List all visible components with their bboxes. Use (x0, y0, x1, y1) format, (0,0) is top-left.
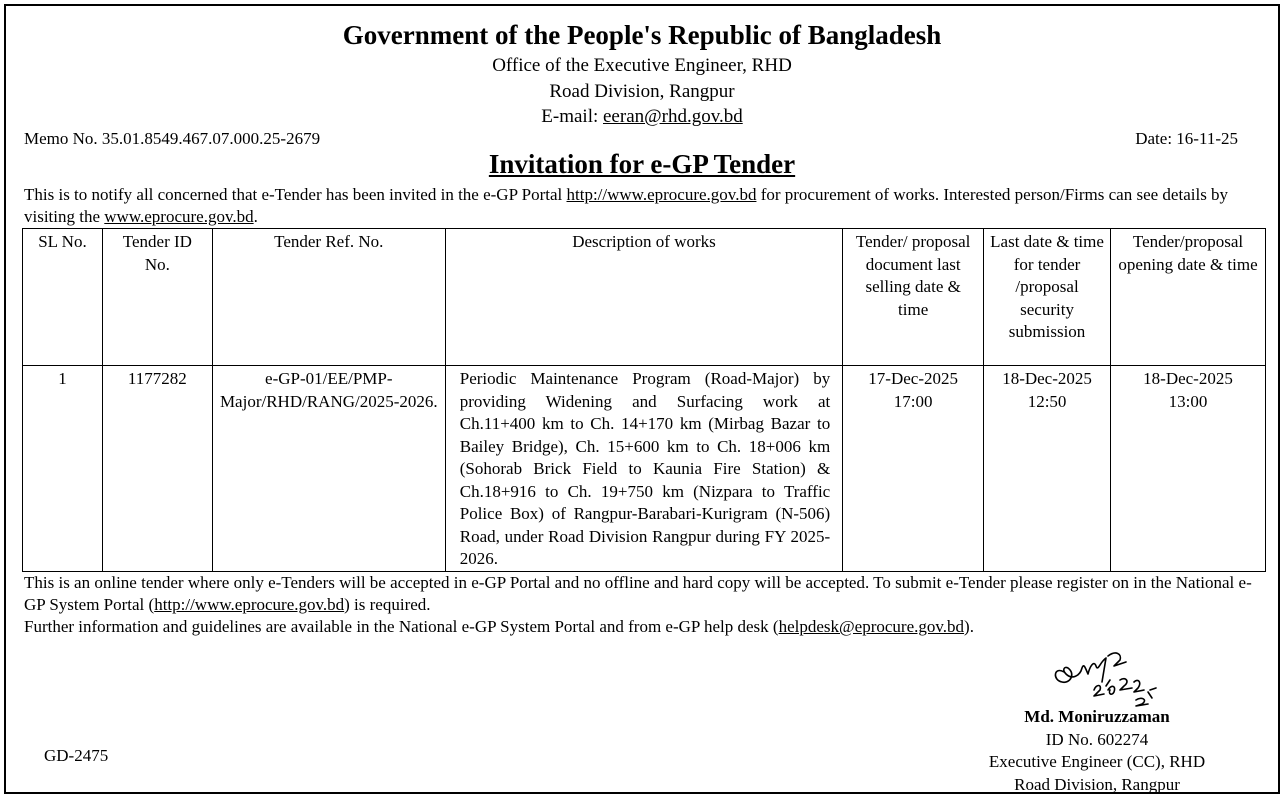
header-description: Description of works (445, 229, 842, 366)
email-label: E-mail: (541, 106, 603, 127)
cell-tender-id: 1177282 (102, 366, 212, 572)
gd-number: GD-2475 (44, 746, 109, 765)
opening-time: 13:00 (1168, 391, 1208, 411)
signatory-designation: Executive Engineer (CC), RHD (988, 752, 1206, 771)
email-link[interactable]: eeran@rhd.gov.bd (603, 106, 743, 127)
tender-notice-page (4, 4, 1280, 794)
eprocure-website-link[interactable]: www.eprocure.gov.bd (104, 207, 254, 226)
cell-opening-date (1111, 366, 1266, 572)
helpdesk-email-link[interactable]: helpdesk@eprocure.gov.bd (778, 617, 965, 636)
table-row (23, 366, 1266, 572)
table-header-row (23, 229, 1266, 366)
note-text: This is an online tender where only e-Tenders will be accepted in e-GP Portal and no offline and hard copy will be accepted. To submit e-Tender please register on in the National e-GP System Portal ( (24, 573, 1252, 614)
intro-text: for procurement of works. Interested person/Firms can see details by visiting the (24, 185, 1229, 226)
tender-table (22, 228, 1266, 572)
note-text: ). (964, 617, 974, 636)
intro-paragraph (24, 184, 1268, 228)
division-name: Road Division, Rangpur (549, 81, 735, 102)
selling-time: 17:00 (893, 391, 933, 411)
selling-date: 17-Dec-2025 (868, 369, 958, 388)
last-date: 18-Dec-2025 (1002, 369, 1092, 388)
office-name: Office of the Executive Engineer, RHD (492, 55, 792, 76)
header-ref: Tender Ref. No. (212, 229, 445, 366)
cell-description: Periodic Maintenance Program (Road-Major) by providing Widening and Surfacing work at Ch.11+400 km to Ch. 14+170 km (Mirbag Bazar to Bailey Bridge), Ch. 15+600 km to Ch. 18+006 km (Sohorab Brick Field to Kaunia Fire Station) & Ch.18+916 to Ch. 19+750 km (Nizpara to Traffic Police Box) of Rangpur-Barabari-Kurigram (N-506) Road, under Road Division Rangpur during FY 2025-2026. (445, 366, 842, 572)
signatory-id: ID No. 602274 (1045, 729, 1149, 749)
header-sl: SL No. (23, 229, 103, 366)
signature-block (966, 706, 1228, 796)
last-time: 12:50 (1027, 391, 1067, 411)
opening-date: 18-Dec-2025 (1143, 369, 1233, 388)
note-text: ) is required. (344, 595, 431, 614)
cell-sl: 1 (23, 366, 103, 572)
signatory-name: Md. Moniruzzaman (1024, 707, 1170, 726)
eprocure-link[interactable]: http://www.eprocure.gov.bd (566, 185, 757, 204)
government-title: Government of the People's Republic of Bangladesh (342, 20, 942, 50)
signatory-office: Road Division, Rangpur (1014, 774, 1180, 794)
further-info-note (24, 616, 1268, 638)
intro-text: . (253, 207, 258, 226)
cell-last-date (984, 366, 1111, 572)
eprocure-portal-link[interactable]: http://www.eprocure.gov.bd (154, 595, 345, 614)
memo-date: Date: 16-11-25 (1135, 129, 1238, 148)
cell-ref: e-GP-01/EE/PMP-Major/RHD/RANG/2025-2026. (212, 366, 445, 572)
header-last-date: Last date & time for tender /proposal security submission (984, 229, 1111, 366)
intro-text: This is to notify all concerned that e-Tender has been invited in the e-GP Portal (24, 185, 567, 204)
header-tender-id: Tender ID No. (102, 229, 212, 366)
notice-title: Invitation for e-GP Tender (488, 149, 796, 179)
header-selling-date: Tender/ proposal document last selling date & time (843, 229, 984, 366)
header-opening-date: Tender/proposal opening date & time (1111, 229, 1266, 366)
memo-number: Memo No. 35.01.8549.467.07.000.25-2679 (24, 129, 321, 148)
email-line (6, 105, 1278, 129)
note-text: Further information and guidelines are available in the National e-GP System Portal and from e-GP help desk ( (24, 617, 779, 636)
cell-selling-date (843, 366, 984, 572)
handwritten-signature (1036, 636, 1166, 708)
online-tender-note (24, 572, 1268, 616)
